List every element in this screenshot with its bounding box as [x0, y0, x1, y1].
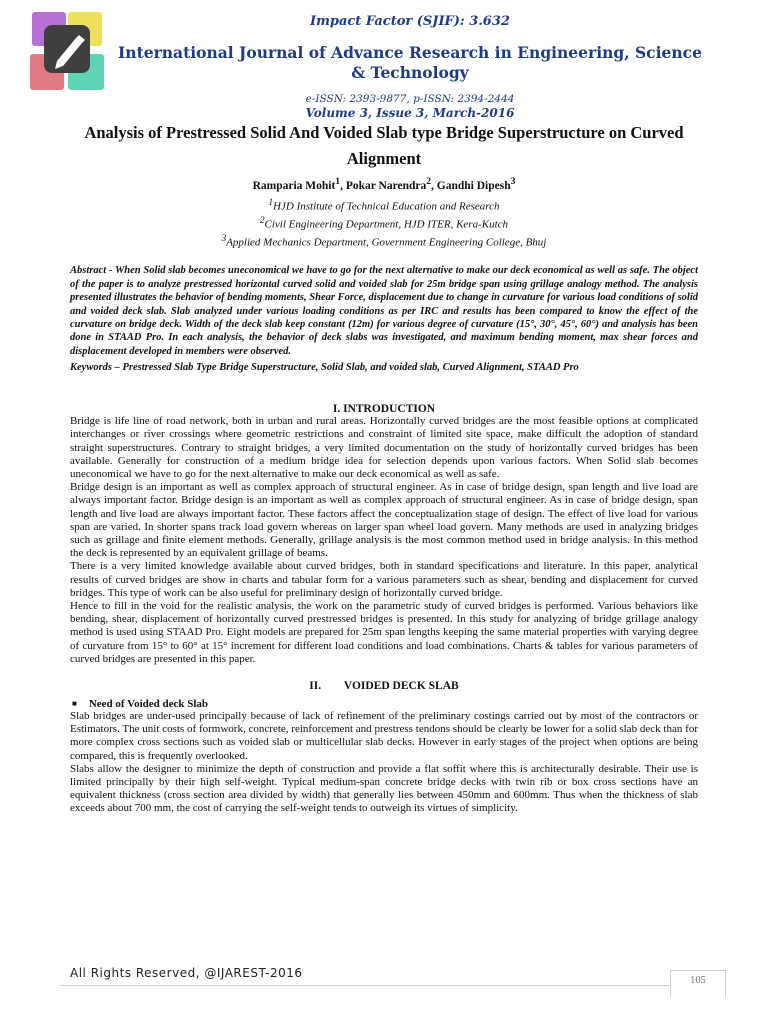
affiliation-text: Civil Engineering Department, HJD ITER, Kera-Kutch [264, 218, 509, 231]
affiliation [70, 232, 698, 250]
paragraph: Slabs allow the designer to minimize the depth of construction and provide a flat soffit where this is architecturally desirable. Their use is limited principally by their high self-weight. Typical medium-span concrete bridge decks with twin rib or box cross sections have an equivalent thickness (cross section area divided by width) that generally lies between 450mm and 600mm. Thus when the thickness of slab exceeds about 700 mm, the cost of carrying the self-weight tends to outweigh its virtues of simplicity. [70, 762, 698, 815]
section-heading-voided-deck-slab: II. VOIDED DECK SLAB [309, 680, 459, 692]
affiliation-text: Applied Mechanics Department, Government Engineering College, Bhuj [226, 236, 547, 249]
keywords: Keywords – Prestressed Slab Type Bridge Superstructure, Solid Slab, and voided slab, Curved Alignment, STAAD Pro [70, 362, 579, 374]
subheading-text: Need of Voided deck Slab [88, 698, 209, 710]
page-number-box [670, 970, 726, 997]
paper-body [70, 120, 698, 816]
copyright-footer: All Rights Reserved, @IJAREST-2016 [70, 966, 303, 980]
author-name: Ramparia Mohit [252, 179, 336, 192]
author-name: Gandhi Dipesh [436, 179, 511, 192]
footer-divider [60, 985, 704, 986]
paragraph: Bridge design is an important as well as complex approach of structural engineer. As in case of bridge design, span length and live load are always important factor. Bridge design is an important as well as complex approach of structural engineer. As in case of bridge design, span length and live load are always important factor. These factors affect the conceptualization stage of design. The effect of live load for various span are varied. In shorter spans track load govern whereas on larger span wheel load govern. Many methods are used in analyzing bridges such as grillage and finite element methods. Generally, grillage analysis is the most common method used in bridge analysis. In this method the deck is represented by an equivalent grillage of beams. [70, 481, 698, 560]
section-heading-introduction: I. INTRODUCTION [332, 403, 436, 416]
issn-line: e-ISSN: 2393-9877, p-ISSN: 2394-2444 [305, 93, 515, 105]
author-sup: 1 [335, 176, 341, 187]
paragraph: Slab bridges are under-used principally because of lack of refinement of the preliminary costings carried out by most of the contractors or Estimators. The unit costs of formwork, concrete, reinforcement and prestress tendons should be clearly be lower for a solid slab deck than for more complex cross sections such as voided slab or multicellular slab decks. However in early stages of the project when options are being compared, this is frequently overlooked. [70, 710, 698, 762]
author-name: Pokar Narendra [345, 179, 427, 192]
subheading [72, 698, 698, 710]
paragraph: Bridge is life line of road network, both in urban and rural areas. Horizontally curved bridges are the most feasible options at complicated interchanges or river crossings where geometric restrictions and constraint of limited site space, make difficult the adoption of standard straight superstructures. Contrary to straight bridges, a very limited documentation on the study of horizontally curved bridges has been available. Generally for construction of a medium bridge idea for selection depends upon various factors. When Solid slab becomes uneconomical we have to go for the next alternative to make our deck economical as well as safe. [70, 415, 698, 480]
paragraph: Hence to fill in the void for the realistic analysis, the work on the parametric study of curved bridges is performed. Various behaviors like bending, shear, displacement of horizontally curved prestressed bridges is presented. In this study for analyzing of bridge grillage analogy method is used using STAAD Pro. Eight models are prepared for 25m span lengths keeping the same material properties with varying degree of curvature from 15° to 60° at 15° increment for different load conditions and load combinations. Charts & tables for various parameters of curved bridges are presented in this paper. [70, 599, 698, 665]
volume-line: Volume 3, Issue 3, March-2016 [305, 106, 515, 120]
affiliation-sup: 3 [221, 233, 227, 244]
affiliation-text: HJD Institute of Technical Education and Research [273, 200, 500, 213]
journal-logo [28, 10, 106, 92]
affiliation-list [70, 196, 698, 250]
author-list: Ramparia Mohit$^1$, Pokar Narendra$^2$, Gandhi Dipesh$^3$ [252, 176, 516, 192]
affiliation [70, 214, 698, 232]
page-number: 105 [690, 975, 706, 986]
journal-name: International Journal of Advance Research in Engineering, Science & Technology [118, 43, 702, 82]
journal-header [110, 14, 710, 120]
abstract: Abstract - When Solid slab becomes uneconomical we have to go for the next alternative to make our deck economical as well as safe. The object of the paper is to analyze prestressed horizontal curved solid and voided slab for 25m bridge span using grillage analogy method. The analysis presented illustrates the behavior of bending moments, Shear Force, displacement due to change in curvature for various load conditions of solid and voided deck slab. Slab analyzed under various loading conditions as per IRC and results has been compared to know the effect of the curvature on bridge deck. Width of the deck slab keep constant (12m) for various degree of curvature (15°, 30°, 45°, 60°) and analysis has been done in STAAD Pro. In each analysis, the behavior of deck slabs was investigated, and maximum bending moment, max shear forces and displacement developed in members were observed. [70, 265, 698, 357]
affiliation-sup: 1 [268, 196, 274, 207]
affiliation-sup: 2 [259, 214, 265, 225]
affiliation [70, 196, 698, 214]
impact-factor: Impact Factor (SJIF): 3.632 [310, 14, 510, 29]
author-sup: 2 [426, 176, 432, 187]
paragraph: There is a very limited knowledge available about curved bridges, both in standard specifications and literature. In this paper, analytical results of curved bridges are show in charts and tabular form for a various parameters such as shear, bending and displacement for curved bridges. This type of work can be also useful for preliminary design of horizontally curved bridge. [70, 560, 698, 599]
paper-title: Analysis of Prestressed Solid And Voided Slab type Bridge Superstructure on Curved Alignment [84, 123, 684, 168]
square-bullet-icon: ■ [72, 699, 77, 708]
author-sup: 3 [510, 176, 516, 187]
